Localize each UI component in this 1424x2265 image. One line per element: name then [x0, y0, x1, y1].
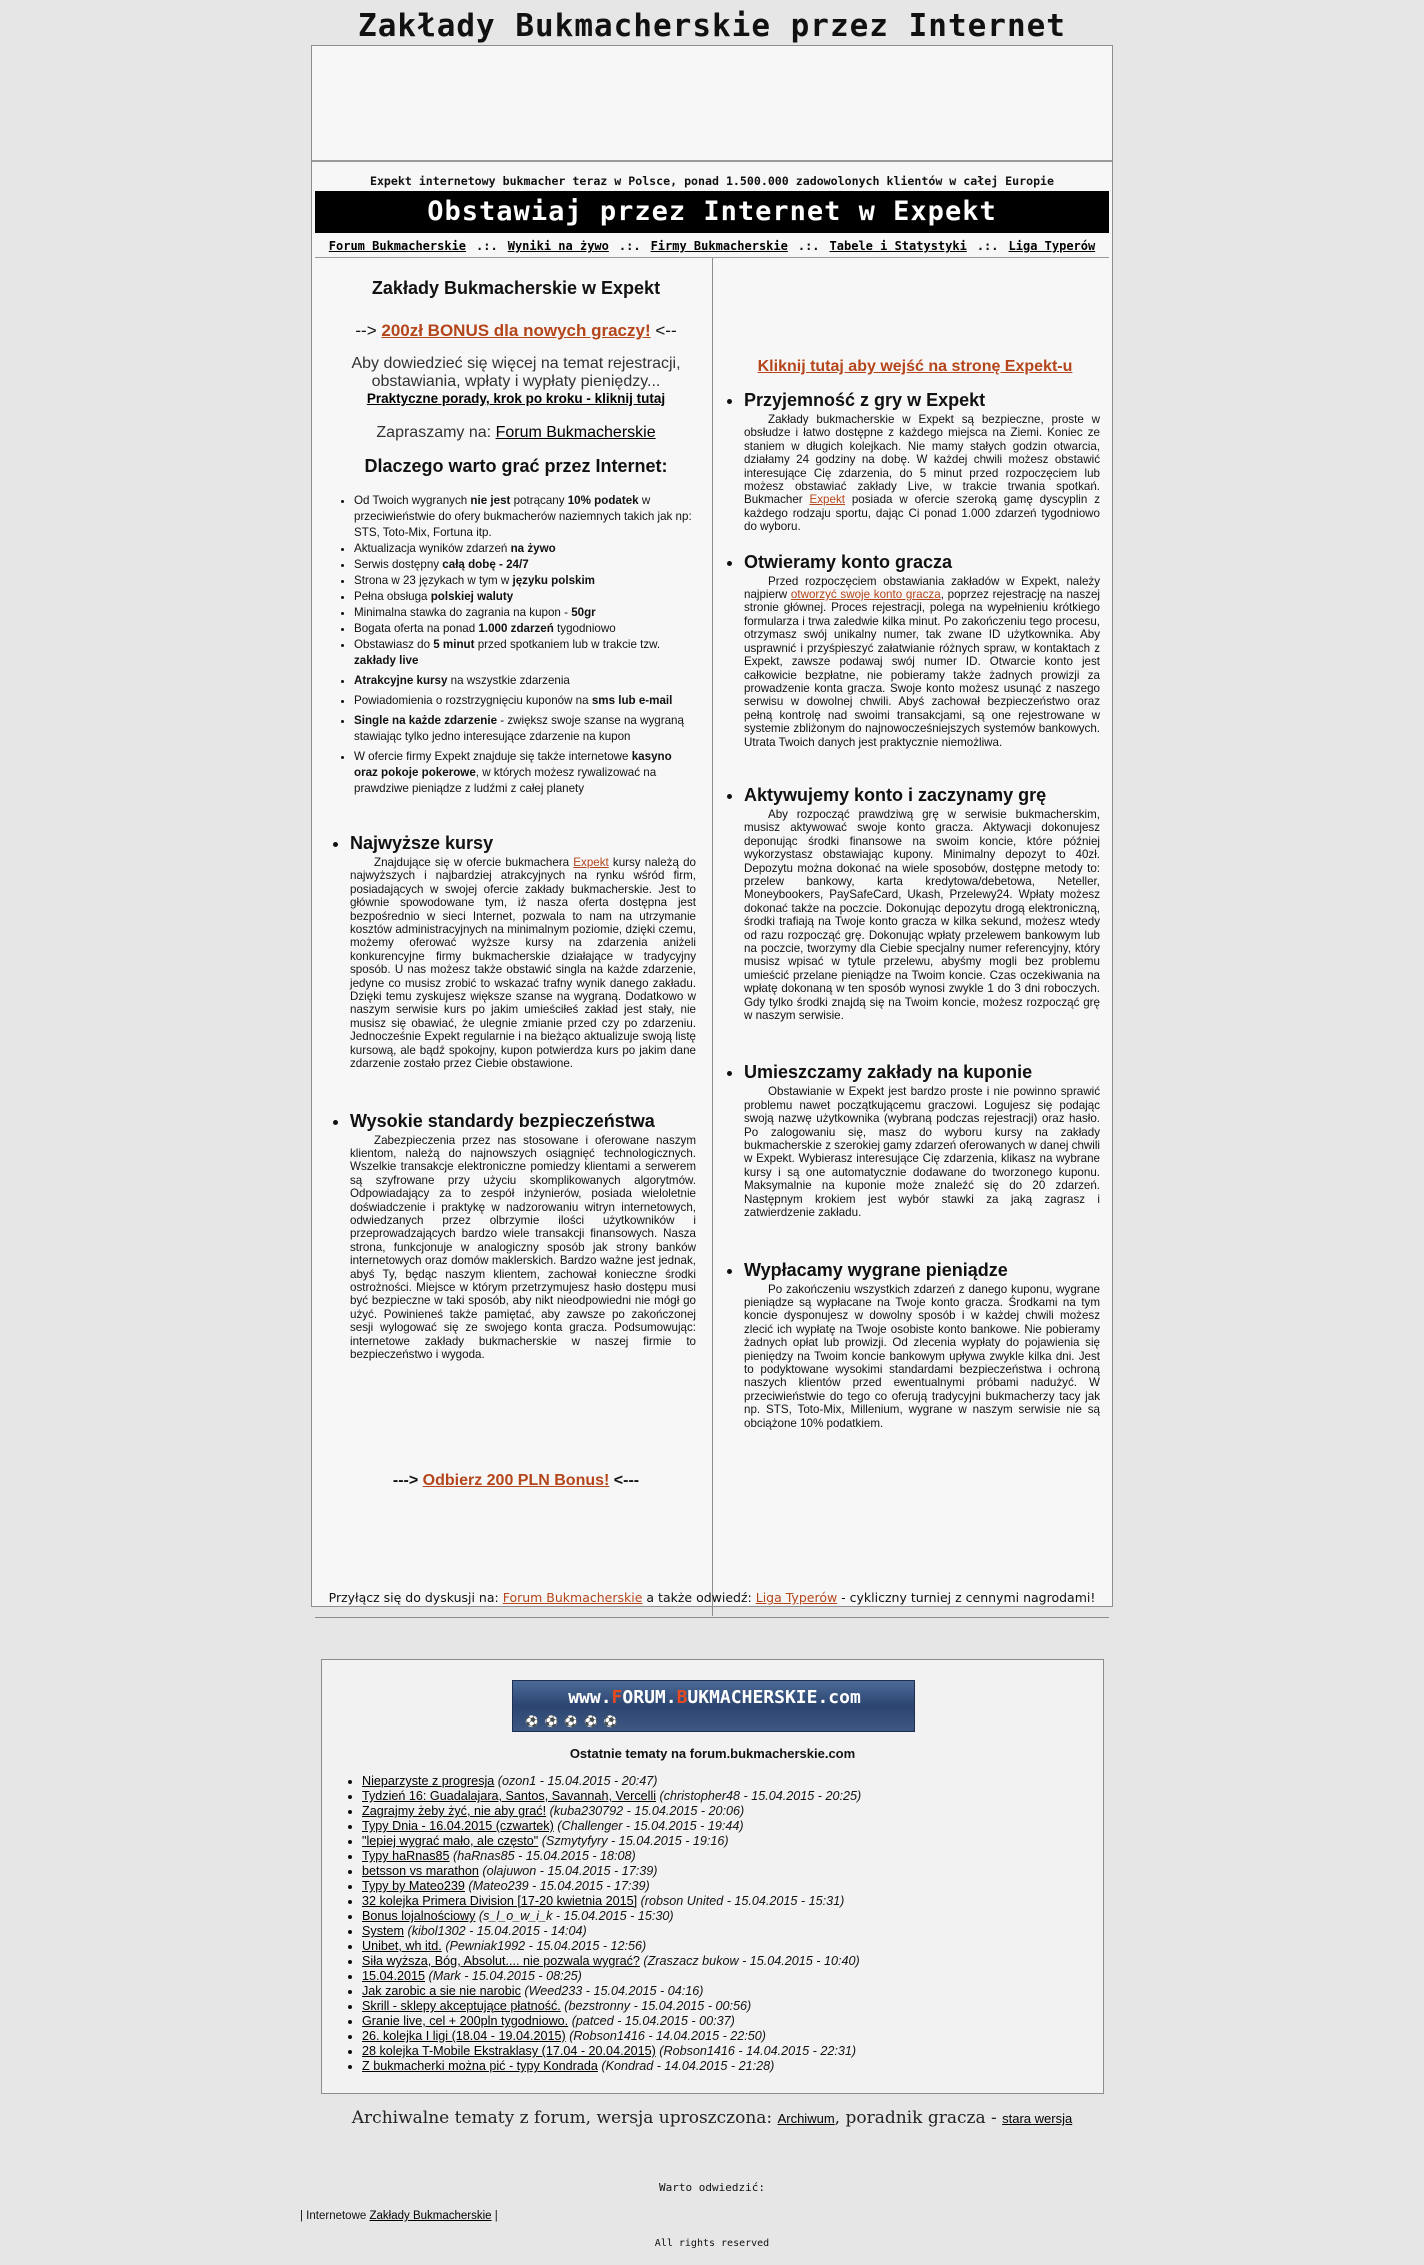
worth-visiting-label: Warto odwiedzić: — [659, 2181, 765, 2194]
discussion-league-link[interactable]: Liga Typerów — [755, 1590, 838, 1605]
forum-box — [321, 1659, 1104, 2094]
section-text-pre: Znajdujące się w ofercie bukmachera — [374, 856, 574, 869]
forum-topic-meta: (Szmytyfyry - 15.04.2015 - 19:16) — [541, 1834, 729, 1848]
feature-item — [354, 541, 696, 557]
bonus-line — [336, 321, 696, 341]
info-text: Aby dowiedzieć się więcej na temat rejestracji, obstawiania, wpłaty i wypłaty pieniędzy... — [351, 355, 681, 390]
section-inline-link[interactable]: Expekt — [573, 856, 609, 869]
old-version-link[interactable]: stara wersja — [1002, 2111, 1073, 2126]
feature-text: Bogata oferta na ponad — [354, 622, 479, 635]
section-text-body: Obstawianie w Expekt jest bardzo proste i nie powinno sprawić problemu nawet początkującemu graczowi. Logujesz się podając swoją nazwę użytkownika (wybraną podczas rejestracji) oraz hasło. Po zalogowaniu się, masz do wyboru kursy na zakłady bukmacherskie z szerokiej gamy zdarzeń oferowanych w danej chwili w Expekt. Wybierasz interesujące Cię zdarzenia, klikasz na wybrane kursy i są one automatycznie dodawane do tworzonego kuponu. Maksymalnie na kuponie może znaleźć się do 20 zdarzeń. Następnym krokiem jest wybór stawki za jaką zagrasz i zatwierdzenie zakładu. — [744, 1085, 1100, 1220]
section-inline-link[interactable]: Expekt — [809, 493, 845, 507]
feature-item — [354, 493, 696, 541]
feature-text: Serwis dostępny — [354, 558, 443, 571]
nav-tipsters-league-link[interactable]: Liga Typerów — [1008, 239, 1096, 253]
expekt-cta-link[interactable]: Kliknij tutaj aby wejść na stronę Expekt-u — [757, 358, 1073, 375]
site-title: Zakłady Bukmacherskie przez Internet — [358, 8, 1066, 44]
forum-topic-meta: (Kondrad - 14.04.2015 - 21:28) — [601, 2059, 775, 2073]
feature-text: Strona w 23 językach w tym w — [354, 574, 513, 587]
receive-bonus-link[interactable]: Odbierz 200 PLN Bonus! — [422, 1472, 610, 1489]
content-section — [350, 833, 696, 1071]
section-text-pre: Przed rozpoczęciem obstawiania zakładów w Expekt, należy najpierw — [744, 574, 1100, 602]
feature-text: Od Twoich wygranych — [354, 494, 471, 507]
forum-topic-meta: (Mark - 15.04.2015 - 08:25) — [428, 1969, 582, 1983]
forum-topic-item — [362, 1939, 1090, 1954]
forum-topic-item — [362, 1804, 1090, 1819]
section-inline-link[interactable]: otworzyć swoje konto gracza — [790, 588, 941, 602]
main-content-box — [311, 45, 1113, 1607]
forum-topic-item — [362, 2014, 1090, 2029]
forum-topic-meta: (s_l_o_w_i_k - 15.04.2015 - 15:30) — [478, 1909, 674, 1923]
forum-logo[interactable] — [512, 1680, 915, 1732]
section-text-body: Po zakończeniu wszystkich zdarzeń z danego kuponu, wygrane pieniądze są wypłacane na Twoje konto gracza. Środkami na tym koncie dysponujesz w dowolny sposób i w każdej chwili możesz zlecić ich wypłatę na Twoje osobiste konto bankowe. Nie pobieramy żadnych opłat lub prowizji. Od zlecenia wypłaty do pojawienia się pieniędzy na Twoim koncie bankowym upływa zwykle kilka dni. Jest to podyktowane wysokimi standardami bezpieczeństwa i ochroną naszych klientów przed ewentualnymi próbami nadużyć. W przeciwieństwie do tego co oferują tradycyjni bukmacherzy tacy jak np. STS, Toto-Mix, Millenium, wygrane w naszym serwisie nie są obciążone 10% podatkiem. — [744, 1282, 1100, 1430]
banner-placeholder — [312, 46, 1112, 162]
content-section — [744, 552, 1100, 749]
feature-text: potrącany — [510, 494, 568, 507]
section-text-body: , poprzez rejestrację na naszej stronie głównej. Proces rejestracji, polega na wypełnieniu krótkiego formularza i trwa zaledwie kilka minut. Po zakończeniu tego procesu, otrzymasz swój unikalny numer, tak zwane ID użytkownika. Aby usprawnić i przyśpieszyć załatwianie różnych spraw, w kontaktach z Expekt, zawsze podawaj swój numer ID. Otwarcie konto jest całkowicie bezpłatne, nie pobieramy także żadnych prowizji za prowadzenie konta gracza. Swoje konto możesz usunąć z naszego serwisu w dowolnej chwili. Abyś zachował bezpieczeństwo oraz pełną kontrolę nad swoimi transakcjami, są one rejestrowane w systemie zbliżonym do najnowocześniejszych systemów bankowych. Utrata Twoich danych jest praktycznie niemożliwa. — [744, 588, 1100, 749]
bonus-prefix: --> — [355, 321, 377, 340]
forum-topic-meta: (haRnas85 - 15.04.2015 - 18:08) — [453, 1849, 636, 1863]
section-text-body: Zabezpieczenia przez nas stosowane i oferowane naszym klientom, należą do najnowszych osiągnięć technologicznych. Wszelkie transakcje elektroniczne pomiedzy klientami a serwerem są szyfrowane przy użyciu skomplikowanych algorytmów. Odpowiadający za to zespół inżynierów, posiada wieloletnie doświadczenie i praktykę w nadzorowaniu witryn internetowych, odwiedzanych przez olbrzymie ilości użytkowników i przeprowadzających bardzo wiele transakcji finansowych. Nasza strona, funkcjonuje w analogiczny sposób jak strony banków internetowych oraz domów maklerskich. Bardzo ważne jest jednak, abyś Ty, będąc naszym klientem, zachował konieczne środki ostrożności. Miejsce w którym przetrzymujesz hasło dostępu musi być bezpieczne w taki sposób, aby nikt nieodpowiedni nie mógł go użyć. Powinieneś także pamiętać, aby zawsze po zakończonej sesji wylogować się ze swojego konta gracza. Podsumowując: internetowe zakłady bukmacherskie w naszej firmie to bezpieczeństwo i wygoda. — [350, 1133, 696, 1361]
promo-line: Expekt internetowy bukmacher teraz w Polsce, ponad 1.500.000 zadowolonych klientów w całej Europie — [369, 174, 1055, 188]
forum-topic-item — [362, 2059, 1090, 2074]
forum-topic-item — [362, 1909, 1090, 1924]
section-text — [350, 1134, 696, 1362]
section-text — [744, 1283, 1100, 1430]
feature-text: zakłady live — [354, 654, 419, 667]
left-heading: Zakłady Bukmacherskie w Expekt — [371, 278, 661, 298]
forum-topic-item — [362, 1999, 1090, 2014]
forum-topic-item — [362, 2044, 1090, 2059]
forum-topic-meta: (Challenger - 15.04.2015 - 19:44) — [557, 1819, 744, 1833]
nav-separator: .:. — [797, 239, 820, 253]
forum-topic-item — [362, 1984, 1090, 1999]
feature-text: 1.000 zdarzeń — [478, 622, 554, 635]
section-text — [744, 1085, 1100, 1219]
section-title: • Wysokie standardy bezpieczeństwa — [350, 1110, 655, 1131]
forum-topic-item — [362, 1789, 1090, 1804]
forum-topic-link[interactable]: 26. kolejka I ligi (18.04 - 19.04.2015) — [362, 2029, 566, 2043]
rights-reserved: All rights reserved — [654, 2238, 770, 2249]
forum-topic-meta: (bezstronny - 15.04.2015 - 00:56) — [564, 1999, 752, 2013]
forum-topic-link[interactable]: 15.04.2015 — [362, 1969, 426, 1983]
forum-topic-item — [362, 1924, 1090, 1939]
nav-separator: .:. — [476, 239, 498, 253]
forum-topic-link[interactable]: Jak zarobic a sie nie narobic — [362, 1984, 521, 1998]
forum-topic-meta: (olajuwon - 15.04.2015 - 17:39) — [482, 1864, 658, 1878]
feature-item — [354, 673, 696, 689]
column-divider — [712, 258, 713, 1616]
forum-topic-item — [362, 1969, 1090, 1984]
feature-text: nie jest — [470, 494, 511, 507]
footer-links-prefix: | Internetowe — [300, 2210, 367, 2222]
forum-topic-link[interactable]: Tydzień 16: Guadalajara, Santos, Savannah, Vercelli — [362, 1789, 657, 1803]
feature-item — [354, 637, 696, 669]
feature-text: Obstawiasz do — [354, 638, 434, 651]
forum-topic-meta: (patced - 15.04.2015 - 00:37) — [571, 2014, 735, 2028]
ball-icons: ⚽⚽⚽⚽⚽ — [525, 1716, 624, 1728]
why-heading: Dlaczego warto grać przez Internet: — [364, 456, 668, 476]
feature-text: Powiadomienia o rozstrzygnięciu kuponów na — [354, 694, 592, 707]
feature-item — [354, 605, 696, 621]
section-title: • Wypłacamy wygrane pieniądze — [744, 1259, 1008, 1280]
practical-tips-link[interactable]: Praktyczne porady, krok po kroku - kliknij tutaj — [366, 391, 666, 406]
feature-text: , w których możesz rywalizować na prawdziwe pieniądze z ludźmi z całej planety — [354, 766, 657, 795]
feature-item — [354, 749, 696, 797]
forum-topic-item — [362, 1849, 1090, 1864]
forum-topic-link[interactable]: Typy by Mateo239 — [362, 1879, 465, 1893]
archive-middle: , poradnik gracza - — [834, 2108, 997, 2128]
feature-text: 50gr — [571, 606, 596, 619]
bonus-suffix: <-- — [655, 321, 677, 340]
forum-topic-meta: (Robson1416 - 14.04.2015 - 22:31) — [659, 2044, 857, 2058]
forum-topic-link[interactable]: System — [362, 1924, 404, 1938]
left-sections — [336, 833, 696, 1361]
section-text-body: kursy należą do najwyższych i najbardziej atrakcyjnych na rynku wśród firm, posiadających w swojej ofercie zakłady bukmacherskie. Jest to głównie spowodowane tym, iż nasza oferta dostępna jest bezpośrednio w sieci Internet, pozwala to nam na utrzymanie kosztów administracyjnych na minimalnym poziomie, dzięki czemu, możemy oferować wyższe kursy na zdarzenia aniżeli konkurencyjne firmy bukmacherskie działające w tradycyjny sposób. U nas możesz także obstawić singla na każde zdarzenie, jedyne co musisz zrobić to wskazać trafny wynik danego zakładu. Dzięki temu zyskujesz większe szanse na wygraną. Dodatkowo w naszym serwisie kurs po jakim umieściłeś zakład jest stały, nie musisz się obawiać, że ulegnie zmianie przed czy po zdarzeniu. Jednocześnie Expekt regularnie i na bieżąco aktualizuje swoją listę kursową, ale bądź spokojny, kupon potwierdza kurs po jakim dane zdarzenie zostało przez Ciebie obstawione. — [350, 856, 696, 1071]
forum-topic-link[interactable]: betsson vs marathon — [362, 1864, 479, 1878]
section-title: • Aktywujemy konto i zaczynamy grę — [744, 784, 1047, 805]
forum-topic-link[interactable]: "lepiej wygrać mało, ale często" — [362, 1834, 539, 1848]
forum-topic-meta: (Pewniak1992 - 15.04.2015 - 12:56) — [445, 1939, 647, 1953]
forum-topic-link[interactable]: Zagrajmy żeby żyć, nie aby grać! — [362, 1804, 547, 1818]
feature-item — [354, 557, 696, 573]
nav-live-results-link[interactable]: Wyniki na żywo — [507, 239, 609, 253]
feature-text: języku polskim — [512, 574, 595, 587]
section-title: • Najwyższe kursy — [350, 833, 494, 853]
footer-links — [300, 2210, 498, 2222]
right-sections — [730, 390, 1100, 1430]
content-section — [744, 1062, 1100, 1219]
feature-text: przed spotkaniem lub w trakcie tzw. — [474, 638, 661, 651]
archive-prefix: Archiwalne tematy z forum, wersja uproszczona: — [351, 2108, 773, 2128]
feature-text: Atrakcyjne kursy — [354, 674, 448, 687]
forum-topic-link[interactable]: Typy Dnia - 16.04.2015 (czwartek) — [362, 1819, 554, 1833]
discussion-line — [312, 1590, 1112, 1605]
forum-topic-item — [362, 1954, 1090, 1969]
forum-topics-list — [350, 1774, 1090, 2074]
section-text — [744, 808, 1100, 1023]
section-text — [350, 856, 696, 1071]
forum-topic-meta: (robson United - 15.04.2015 - 15:31) — [640, 1894, 845, 1908]
forum-topic-link[interactable]: Skrill - sklepy akceptujące płatność. — [362, 1999, 561, 2013]
feature-text: - zwiększ swoje szanse na wygraną stawiając tylko jedno interesujące zdarzenie na kupon — [354, 714, 684, 743]
feature-text: na żywo — [510, 542, 556, 555]
section-text — [744, 413, 1100, 534]
left-bonus-suffix: <--- — [613, 1472, 640, 1489]
forum-topic-item — [362, 1834, 1090, 1849]
archive-line — [0, 2108, 1424, 2128]
forum-heading: Ostatnie tematy na forum.bukmacherskie.com — [569, 1746, 856, 1761]
bonus-link[interactable]: 200zł BONUS dla nowych graczy! — [381, 321, 651, 340]
content-section — [744, 785, 1100, 1023]
feature-item — [354, 573, 696, 589]
feature-item — [354, 621, 696, 637]
invite-forum-link[interactable]: Forum Bukmacherskie — [495, 424, 656, 441]
section-title: • Przyjemność z gry w Expekt — [744, 390, 986, 410]
feature-item — [354, 693, 696, 709]
nav-tables-link[interactable]: Tabele i Statystyki — [829, 239, 967, 253]
content-section — [350, 1111, 696, 1362]
feature-text: Minimalna stawka do zagrania na kupon - — [354, 606, 572, 619]
section-text-body: Aby rozpocząć prawdziwą grę w serwisie bukmacherskim, musisz aktywować swoje konto gracza. Aktywacji dokonujesz deponując środki finansowe na swoim koncie, które później wykorzystasz obstawiając kupony. Minimalny depozyt to 40zł. Depozytu można dokonać na wiele sposobów, dostępne metody to: przelew bankowy, karta kredytowa/debetowa, Neteller, Moneybookers, PaySafeCard, Ukash, Przelewy24. Wpłaty możesz dokonać także na poczcie. Dokonując depozytu drogą elektroniczną, środki trafiają na Twoje konto gracza w kilka sekund, możesz wtedy od razu rozpocząć grę. Dokonując wpłaty przelewem bankowym lub na poczcie, tworzymy dla Ciebie specjalny numer referencyjny, który musisz wpisać w tytule przelewu, abyśmy mogli bez problemu umieścić przelane pieniądze na Twoim koncie. Czas oczekiwania na wpłatę dokonaną w ten sposób wynosi zwykle 1 do 3 dni roboczych. Gdy tylko środki znajdą się na Twoim koncie, możesz rozpocząć grę w naszym serwisie. — [744, 807, 1100, 1023]
invite-line — [336, 424, 696, 442]
discussion-forum-link[interactable]: Forum Bukmacherskie — [502, 1590, 643, 1605]
feature-text: Aktualizacja wyników zdarzeń — [354, 542, 511, 555]
feature-text: 5 minut — [433, 638, 475, 651]
feature-text: tygodniowo — [553, 622, 616, 635]
left-bonus-line — [336, 1472, 696, 1490]
right-column — [730, 358, 1100, 1430]
footer-bookmakers-link[interactable]: Zakłady Bukmacherskie — [369, 2210, 492, 2222]
forum-topic-item — [362, 1879, 1090, 1894]
forum-topic-link[interactable]: Typy haRnas85 — [362, 1849, 450, 1863]
forum-topic-meta: (kuba230792 - 15.04.2015 - 20:06) — [549, 1804, 745, 1818]
forum-topic-link[interactable]: Siła wyższa, Bóg, Absolut.... nie pozwala wygrać? — [362, 1954, 640, 1968]
feature-text: całą dobę - 24/7 — [442, 558, 529, 571]
forum-topic-item — [362, 2029, 1090, 2044]
forum-topic-link[interactable]: Unibet, wh itd. — [362, 1939, 442, 1953]
forum-topic-meta: (Mateo239 - 15.04.2015 - 17:39) — [468, 1879, 650, 1893]
forum-topic-item — [362, 1864, 1090, 1879]
forum-topic-meta: (Robson1416 - 14.04.2015 - 22:50) — [569, 2029, 766, 2043]
discussion-middle: a także odwiedź: — [646, 1590, 752, 1605]
forum-topic-meta: (Weed233 - 15.04.2015 - 04:16) — [524, 1984, 704, 1998]
left-bonus-prefix: ---> — [392, 1472, 419, 1489]
forum-topic-link[interactable]: 28 kolejka T-Mobile Ekstraklasy (17.04 - 20.04.2015) — [362, 2044, 656, 2058]
nav-separator: .:. — [618, 239, 641, 253]
forum-topic-link[interactable]: 32 kolejka Primera Division [17-20 kwietnia 2015] — [362, 1894, 638, 1908]
feature-text: 10% podatek — [567, 494, 639, 507]
feature-text: kasyno oraz pokoje pokerowe — [354, 750, 672, 779]
discussion-prefix: Przyłącz się do dyskusji na: — [328, 1590, 499, 1605]
feature-text: na wszystkie zdarzenia — [447, 674, 570, 687]
forum-topic-link[interactable]: Nieparzyste z progresja — [362, 1774, 495, 1788]
forum-topic-meta: (ozon1 - 15.04.2015 - 20:47) — [497, 1774, 658, 1788]
top-nav — [312, 239, 1112, 253]
content-section — [744, 1260, 1100, 1430]
feature-text: Pełna obsługa — [354, 590, 431, 603]
feature-text: W ofercie firmy Expekt znajduje się także internetowe — [354, 750, 632, 763]
forum-topic-meta: (kibol1302 - 15.04.2015 - 14:04) — [407, 1924, 587, 1938]
nav-forum-link[interactable]: Forum Bukmacherskie — [328, 239, 467, 253]
section-title: • Otwieramy konto gracza — [744, 551, 953, 572]
nav-bookmakers-link[interactable]: Firmy Bukmacherskie — [650, 239, 788, 253]
feature-item — [354, 713, 696, 745]
nav-separator: .:. — [976, 239, 999, 253]
content-section — [744, 390, 1100, 534]
forum-topic-item — [362, 1819, 1090, 1834]
footer-links-suffix: | — [494, 2210, 498, 2222]
section-title: • Umieszczamy zakłady na kuponie — [744, 1062, 1033, 1083]
promo-banner[interactable]: Obstawiaj przez Internet w Expekt — [315, 191, 1109, 233]
bottom-divider — [315, 1617, 1109, 1618]
forum-topic-link[interactable]: Z bukmacherki można pić - typy Kondrada — [362, 2059, 598, 2073]
feature-text: Single na każde zdarzenie — [354, 714, 498, 727]
feature-text: w przeciwieństwie do ofery bukmacherów naziemnych takich jak np: STS, Toto-Mix, Fortuna itp. — [354, 494, 692, 539]
section-text-body: posiada w ofercie szeroką gamę dyscyplin z każdego rodzaju sportu, dając Ci ponad 1.000 zdarzeń tygodniowo do wyboru. — [744, 493, 1100, 534]
forum-topic-meta: (Zraszacz bukow - 15.04.2015 - 10:40) — [643, 1954, 860, 1968]
feature-text: sms lub e-mail — [591, 694, 673, 707]
section-text-pre: Zakłady bukmacherskie w Expekt są bezpieczne, proste w obsłudze i łatwo dostępne z każdego miejsca na Ziemi. Koniec ze staniem w długich kolejkach. Nie mamy stałych godzin otwarcia, działamy 24 godziny na dobę. W każdej chwili możesz obstawić interesujące Cię zdarzenia, do 5 minut przed rozpoczęciem lub możesz obstawiać zakłady Live, w trakcie trwania spotkań. Bukmacher — [744, 413, 1100, 507]
forum-topic-meta: (christopher48 - 15.04.2015 - 20:25) — [659, 1789, 862, 1803]
forum-topic-link[interactable]: Bonus lojalnościowy — [362, 1909, 476, 1923]
archive-link[interactable]: Archiwum — [777, 2111, 835, 2126]
discussion-suffix: - cykliczny turniej z cennymi nagrodami! — [841, 1590, 1096, 1605]
feature-item — [354, 589, 696, 605]
forum-topic-link[interactable]: Granie live, cel + 200pln tygodniowo. — [362, 2014, 569, 2028]
left-column — [336, 278, 696, 1361]
forum-logo-text: www.FORUM.BUKMACHERSKIE.com — [568, 1687, 861, 1708]
section-text — [744, 575, 1100, 749]
features-list — [336, 493, 696, 797]
forum-topic-item — [362, 1894, 1090, 1909]
feature-text: polskiej waluty — [430, 590, 514, 603]
forum-topic-item — [362, 1774, 1090, 1789]
invite-prefix: Zapraszamy na: — [376, 424, 492, 441]
